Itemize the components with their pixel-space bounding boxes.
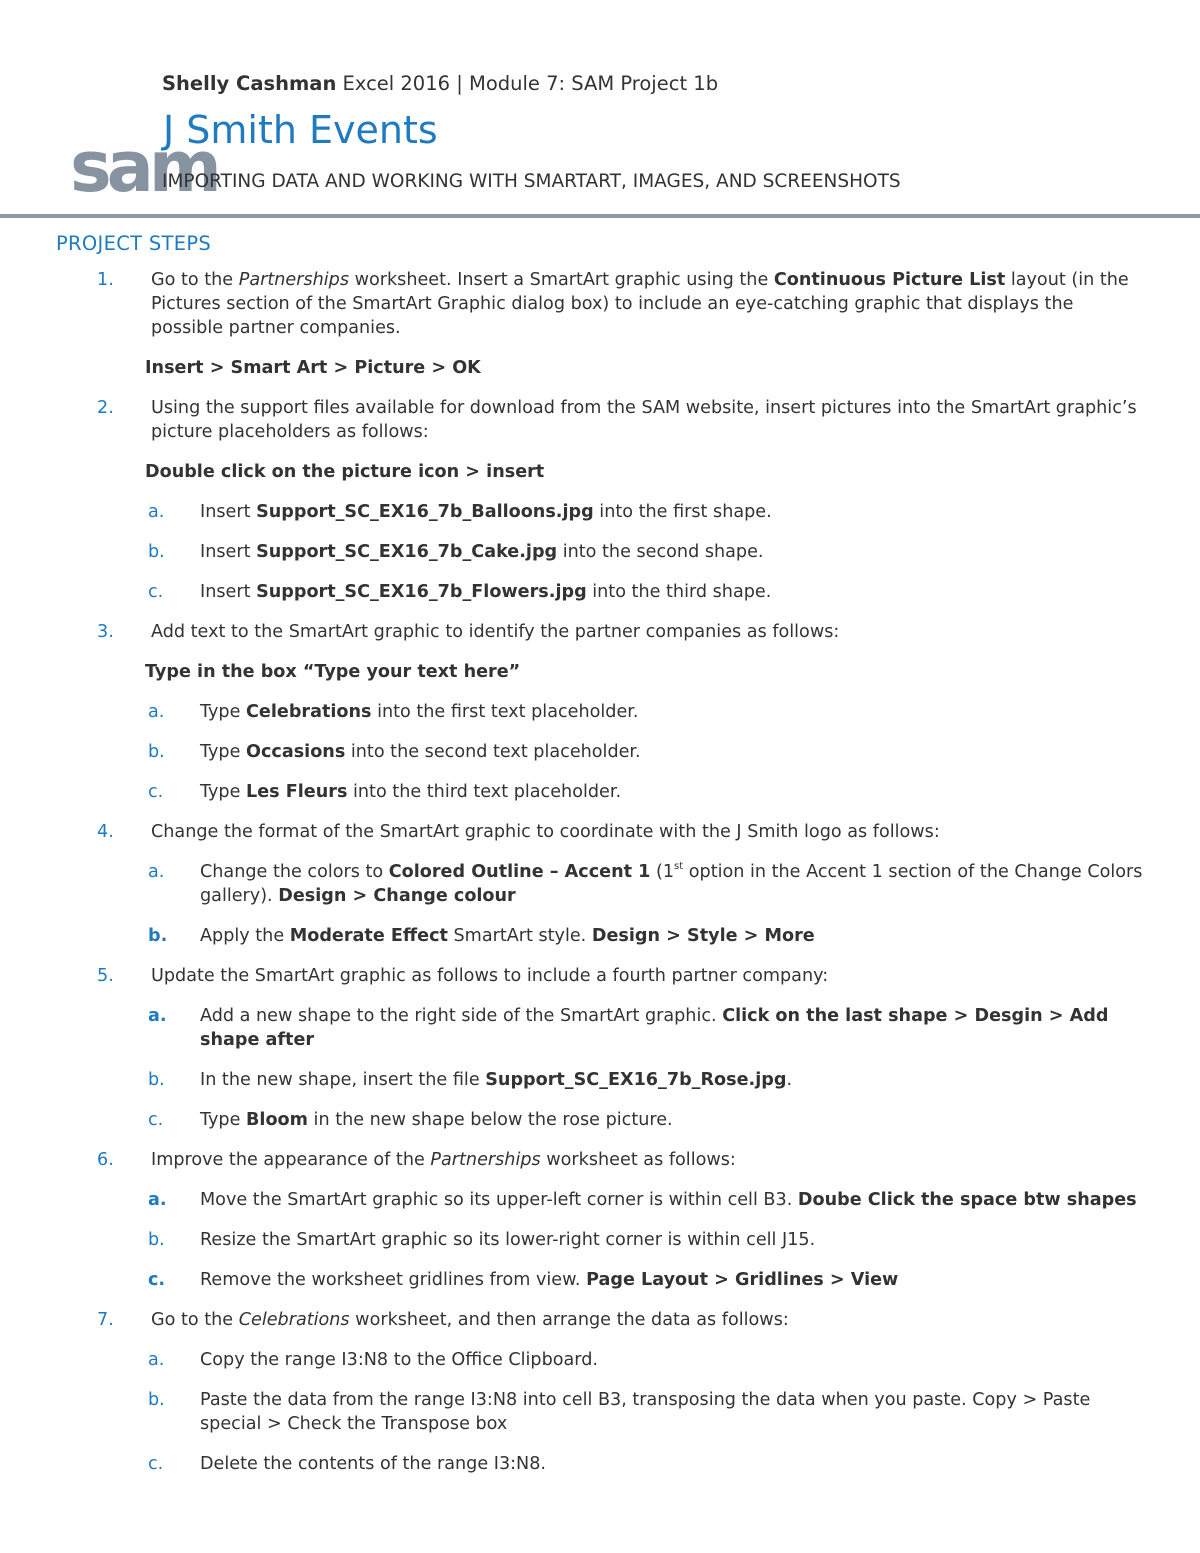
step-text (151, 966, 828, 986)
sub-step-letter: c. (148, 582, 164, 602)
step-text (200, 926, 815, 946)
course-header (162, 72, 718, 95)
header-divider (0, 214, 1200, 218)
text-run: Change the colors to (200, 862, 389, 882)
superscript-text: st (674, 861, 684, 872)
sub-step-letter: b. (148, 1070, 165, 1090)
sub-step-letter: b. (148, 542, 165, 562)
bold-text: Support_SC_EX16_7b_Flowers.jpg (256, 582, 587, 602)
sub-step-letter: a. (148, 862, 165, 882)
text-run: into the third shape. (586, 582, 772, 602)
step-text (200, 1230, 815, 1250)
bold-text: Click on the last shape > Desgin > Add shape after (200, 1006, 1109, 1050)
step-text (145, 462, 544, 482)
step-item (0, 620, 1200, 644)
text-run: Type (200, 1110, 247, 1130)
sub-step-item (0, 1188, 1200, 1212)
bold-text: Bloom (246, 1110, 308, 1130)
text-run: (1 (650, 862, 675, 882)
bold-text: Occasions (246, 742, 346, 762)
instruction-note (0, 660, 1200, 684)
step-number: 7. (97, 1310, 114, 1330)
step-item (0, 964, 1200, 988)
italic-text: Celebrations (238, 1310, 350, 1330)
sub-step-letter: c. (148, 782, 164, 802)
bold-text: Continuous Picture List (773, 270, 1006, 290)
sub-step-item (0, 1452, 1200, 1476)
step-text (200, 1006, 1108, 1050)
project-steps-list (0, 268, 1200, 1492)
sub-step-item (0, 1348, 1200, 1372)
sub-step-item (0, 580, 1200, 604)
text-run: Resize the SmartArt graphic so its lower-right corner is within cell J15. (200, 1230, 816, 1250)
text-run: Apply the (200, 926, 290, 946)
text-run: Improve the appearance of the (151, 1150, 431, 1170)
text-run: Delete the contents of the range I3:N8. (200, 1454, 547, 1474)
text-run: worksheet as follows: (540, 1150, 736, 1170)
instruction-note (0, 460, 1200, 484)
text-run: Insert (200, 542, 257, 562)
text-run: Paste the data from the range I3:N8 into cell B3, transposing the data when you paste. Copy > Paste special > Check the Transpose box (200, 1390, 1091, 1434)
sub-step-item (0, 700, 1200, 724)
bold-text: Support_SC_EX16_7b_Balloons.jpg (256, 502, 594, 522)
sub-step-item (0, 740, 1200, 764)
text-run: Remove the worksheet gridlines from view. (200, 1270, 587, 1290)
text-run: Insert (200, 582, 257, 602)
bold-text: Design > Change colour (278, 886, 516, 906)
sub-step-letter: b. (148, 926, 168, 946)
text-run: In the new shape, insert the file (200, 1070, 486, 1090)
sub-step-item (0, 780, 1200, 804)
section-heading: PROJECT STEPS (56, 232, 212, 255)
sub-step-letter: c. (148, 1270, 166, 1290)
step-text (200, 1110, 673, 1130)
step-text (200, 542, 764, 562)
sub-step-letter: a. (148, 1350, 165, 1370)
step-item (0, 1308, 1200, 1332)
text-run: Using the support files available for download from the SAM website, insert pictures into the SmartArt graphic’s picture placeholders as follows: (151, 398, 1137, 442)
step-text (200, 1350, 598, 1370)
text-run: into the first shape. (593, 502, 772, 522)
step-text (200, 1270, 898, 1290)
bold-text: Colored Outline – Accent 1 (388, 862, 651, 882)
bold-text: Double click on the picture icon > insert (145, 462, 545, 482)
step-text (200, 1390, 1090, 1434)
text-run: in the new shape below the rose picture. (307, 1110, 673, 1130)
step-text (151, 822, 940, 842)
text-run: Change the format of the SmartArt graphic to coordinate with the J Smith logo as follows: (151, 822, 940, 842)
sam-logo: sam (70, 126, 217, 208)
step-text (200, 582, 771, 602)
italic-text: Partnerships (430, 1150, 541, 1170)
bold-text: Page Layout > Gridlines > View (586, 1270, 899, 1290)
step-text (151, 270, 1129, 338)
text-run: Update the SmartArt graphic as follows to include a fourth partner company: (151, 966, 829, 986)
step-text (151, 622, 839, 642)
sub-step-letter: b. (148, 1230, 165, 1250)
text-run: Copy the range I3:N8 to the Office Clipboard. (200, 1350, 598, 1370)
text-run: Go to the (151, 1310, 239, 1330)
bold-text: Support_SC_EX16_7b_Cake.jpg (256, 542, 558, 562)
sub-step-letter: c. (148, 1110, 164, 1130)
text-run: Move the SmartArt graphic so its upper-left corner is within cell B3. (200, 1190, 798, 1210)
text-run: layout (in the Pictures section of the SmartArt Graphic dialog box) to include an eye-catching graphic that displays the possible partner companies. (151, 270, 1129, 338)
bold-text: Les Fleurs (246, 782, 348, 802)
step-text (200, 1070, 792, 1090)
text-run: into the third text placeholder. (347, 782, 622, 802)
instruction-note (0, 356, 1200, 380)
bold-text: Support_SC_EX16_7b_Rose.jpg (485, 1070, 787, 1090)
sub-step-letter: a. (148, 1006, 167, 1026)
document-title: J Smith Events (163, 108, 438, 152)
sub-step-item (0, 1268, 1200, 1292)
sub-step-item (0, 500, 1200, 524)
step-number: 5. (97, 966, 114, 986)
step-number: 6. (97, 1150, 114, 1170)
text-run: Add a new shape to the right side of the SmartArt graphic. (200, 1006, 723, 1026)
step-number: 3. (97, 622, 114, 642)
step-number: 4. (97, 822, 114, 842)
text-run: into the second text placeholder. (345, 742, 641, 762)
text-run: Type (200, 782, 247, 802)
sub-step-item (0, 924, 1200, 948)
step-text (200, 1454, 546, 1474)
text-run: worksheet. Insert a SmartArt graphic using the (349, 270, 774, 290)
text-run: into the second shape. (557, 542, 764, 562)
step-item (0, 820, 1200, 844)
text-run: Type (200, 742, 247, 762)
sub-step-item (0, 1228, 1200, 1252)
step-text (200, 862, 1142, 906)
sub-step-item (0, 1108, 1200, 1132)
document-subtitle: IMPORTING DATA AND WORKING WITH SMARTART, IMAGES, AND SCREENSHOTS (162, 171, 901, 192)
sub-step-letter: c. (148, 1454, 164, 1474)
sub-step-letter: a. (148, 1190, 167, 1210)
step-text (200, 702, 638, 722)
text-run: . (786, 1070, 793, 1090)
sub-step-item (0, 1388, 1200, 1436)
bold-text: Moderate Effect (289, 926, 448, 946)
italic-text: Partnerships (238, 270, 349, 290)
step-text (145, 662, 520, 682)
step-item (0, 1148, 1200, 1172)
sub-step-letter: b. (148, 1390, 165, 1410)
step-item (0, 268, 1200, 340)
step-number: 1. (97, 270, 114, 290)
sub-step-letter: a. (148, 502, 165, 522)
text-run: Go to the (151, 270, 239, 290)
text-run: option in the Accent 1 section of the Change Colors gallery). (200, 862, 1143, 906)
text-run: Insert (200, 502, 257, 522)
bold-text: Design > Style > More (591, 926, 815, 946)
publisher-name: Shelly Cashman (162, 72, 337, 95)
step-text (151, 1310, 789, 1330)
text-run: Type (200, 702, 247, 722)
bold-text: Celebrations (246, 702, 372, 722)
bold-text: Insert > Smart Art > Picture > OK (145, 358, 481, 378)
course-title: Excel 2016 | Module 7: SAM Project 1b (342, 72, 719, 95)
sub-step-item (0, 1068, 1200, 1092)
sub-step-item (0, 540, 1200, 564)
step-text (200, 742, 641, 762)
step-text (200, 782, 621, 802)
text-run: into the first text placeholder. (371, 702, 639, 722)
step-number: 2. (97, 398, 114, 418)
step-text (145, 358, 481, 378)
text-run: SmartArt style. (447, 926, 592, 946)
text-run: Add text to the SmartArt graphic to identify the partner companies as follows: (151, 622, 840, 642)
sub-step-item (0, 860, 1200, 908)
sub-step-letter: a. (148, 702, 165, 722)
step-item (0, 396, 1200, 444)
step-text (200, 502, 772, 522)
step-text (151, 1150, 736, 1170)
bold-text: Type in the box “Type your text here” (145, 662, 521, 682)
step-text (151, 398, 1137, 442)
sub-step-item (0, 1004, 1200, 1052)
bold-text: Doube Click the space btw shapes (797, 1190, 1137, 1210)
sub-step-letter: b. (148, 742, 165, 762)
text-run: worksheet, and then arrange the data as follows: (349, 1310, 789, 1330)
step-text (200, 1190, 1137, 1210)
